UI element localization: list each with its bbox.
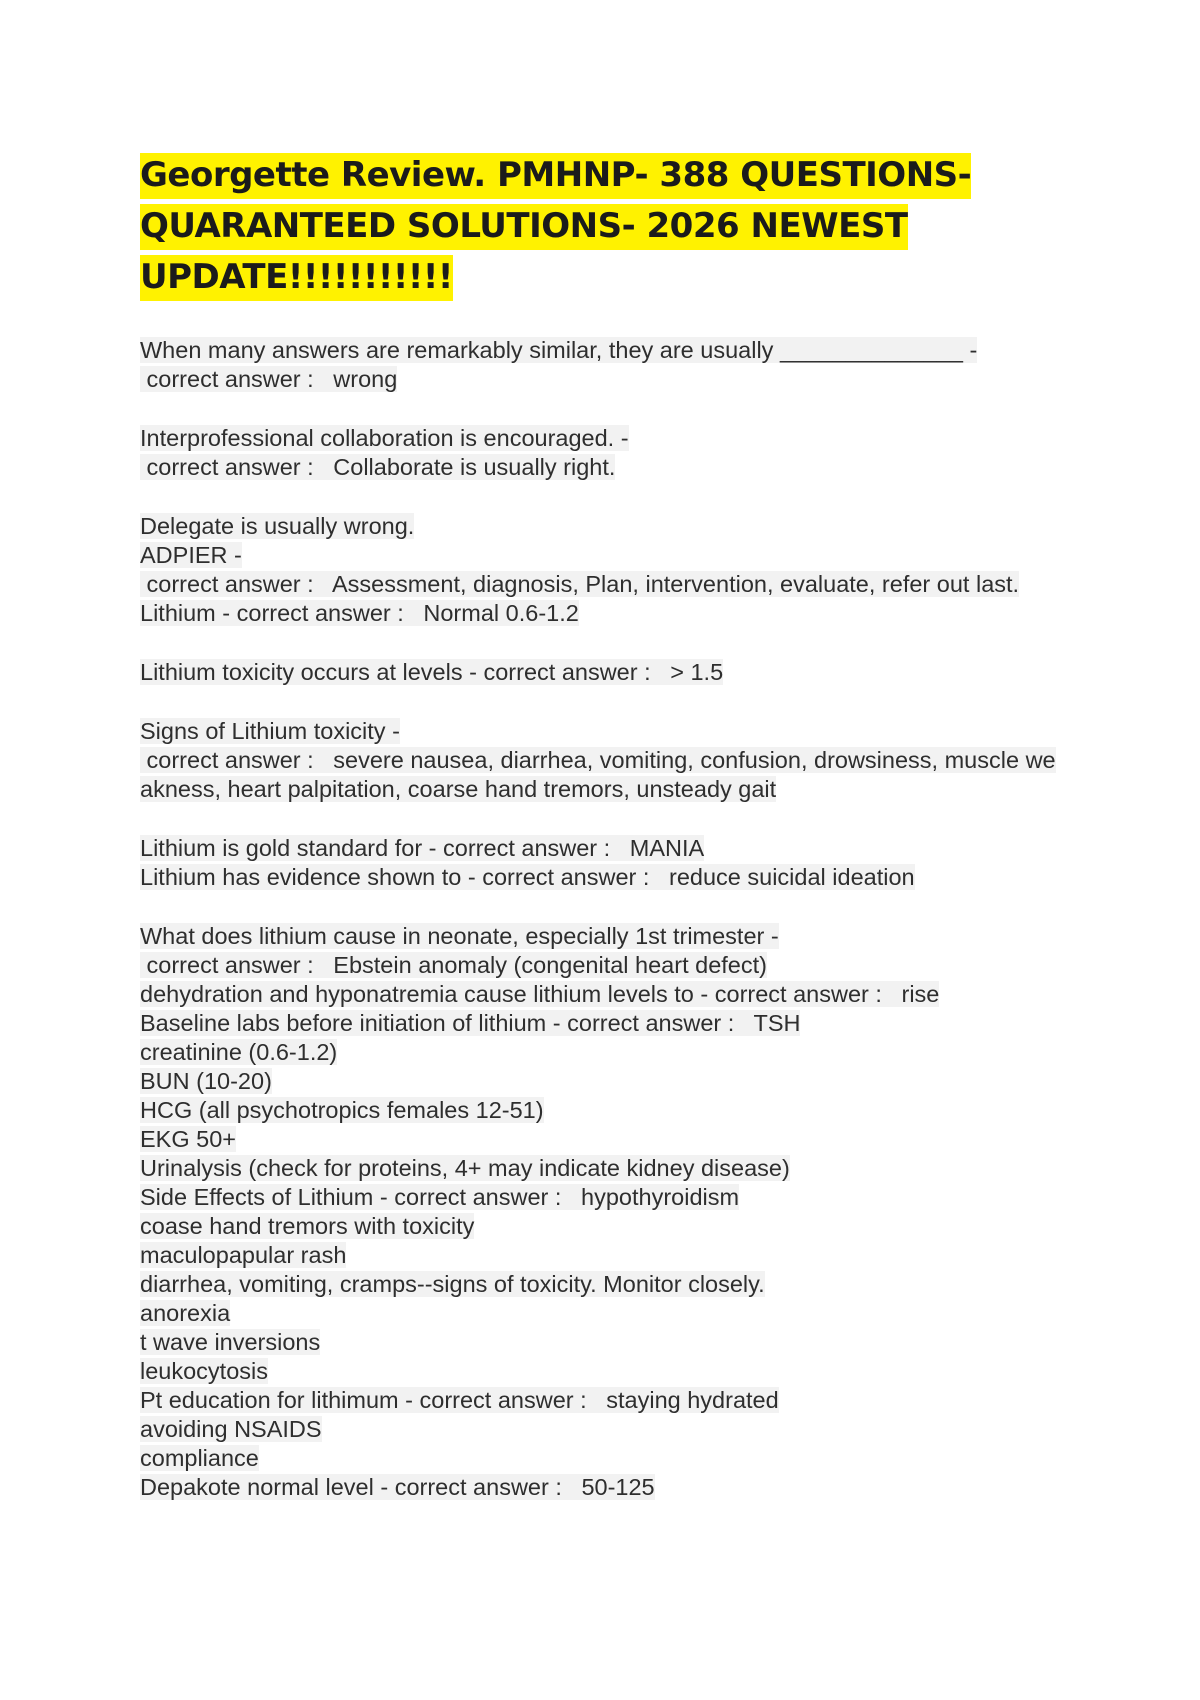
qa-block <box>140 717 1100 804</box>
text-line-content: BUN (10-20) <box>140 1068 272 1094</box>
text-line <box>140 658 1100 687</box>
text-line <box>140 863 1100 892</box>
block-gap <box>140 804 1100 834</box>
text-line-content: akness, heart palpitation, coarse hand tremors, unsteady gait <box>140 776 777 802</box>
text-line <box>140 1125 1100 1154</box>
text-line <box>140 453 1100 482</box>
qa-block <box>140 658 1100 687</box>
text-line-content: What does lithium cause in neonate, especially 1st trimester - <box>140 923 779 949</box>
text-line-content: correct answer : Assessment, diagnosis, Plan, intervention, evaluate, refer out last. <box>140 571 1020 597</box>
text-line <box>140 834 1100 863</box>
text-line-content: Depakote normal level - correct answer : 50-125 <box>140 1474 655 1500</box>
text-line-content: coase hand tremors with toxicity <box>140 1213 475 1239</box>
qa-block <box>140 424 1100 482</box>
text-line <box>140 951 1100 980</box>
text-line <box>140 512 1100 541</box>
text-line-content: compliance <box>140 1445 259 1471</box>
text-line <box>140 599 1100 628</box>
text-line-content: correct answer : Collaborate is usually right. <box>140 454 616 480</box>
text-line <box>140 746 1100 775</box>
title-line: QUARANTEED SOLUTIONS- 2026 NEWEST <box>140 204 908 250</box>
title-line: UPDATE!!!!!!!!!!! <box>140 255 453 301</box>
qa-block <box>140 834 1100 892</box>
text-line-content: ADPIER - <box>140 542 242 568</box>
text-line <box>140 1067 1100 1096</box>
text-line-content: Lithium is gold standard for - correct answer : MANIA <box>140 835 705 861</box>
text-line-content: correct answer : Ebstein anomaly (congenital heart defect) <box>140 952 767 978</box>
document-title <box>140 150 1040 303</box>
text-line-content: avoiding NSAIDS <box>140 1416 322 1442</box>
text-line-content: When many answers are remarkably similar, they are usually ______________ - <box>140 337 978 363</box>
text-line-content: leukocytosis <box>140 1358 268 1384</box>
text-line-content: Lithium - correct answer : Normal 0.6-1.2 <box>140 600 579 626</box>
text-line-content: Lithium toxicity occurs at levels - correct answer : > 1.5 <box>140 659 724 685</box>
text-line-content: maculopapular rash <box>140 1242 347 1268</box>
text-line-content: t wave inversions <box>140 1329 321 1355</box>
text-line-content: Side Effects of Lithium - correct answer : hypothyroidism <box>140 1184 740 1210</box>
text-line <box>140 1038 1100 1067</box>
text-line-content: Baseline labs before initiation of lithium - correct answer : TSH <box>140 1010 801 1036</box>
text-line-content: Signs of Lithium toxicity - <box>140 718 400 744</box>
text-line <box>140 922 1100 951</box>
text-line <box>140 1473 1100 1502</box>
text-line-content: creatinine (0.6-1.2) <box>140 1039 338 1065</box>
qa-block <box>140 922 1100 1502</box>
text-line-content: dehydration and hyponatremia cause lithium levels to - correct answer : rise <box>140 981 940 1007</box>
text-line-content: Urinalysis (check for proteins, 4+ may indicate kidney disease) <box>140 1155 790 1181</box>
text-line <box>140 1241 1100 1270</box>
block-gap <box>140 892 1100 922</box>
text-line <box>140 980 1100 1009</box>
text-line <box>140 424 1100 453</box>
text-line-content: Pt education for lithimum - correct answer : staying hydrated <box>140 1387 779 1413</box>
text-line <box>140 541 1100 570</box>
text-line-content: correct answer : severe nausea, diarrhea, vomiting, confusion, drowsiness, muscle we <box>140 747 1056 773</box>
qa-block <box>140 512 1100 628</box>
text-line-content: EKG 50+ <box>140 1126 237 1152</box>
text-line <box>140 1415 1100 1444</box>
text-line-content: Interprofessional collaboration is encouraged. - <box>140 425 629 451</box>
text-line <box>140 365 1100 394</box>
text-line <box>140 1009 1100 1038</box>
text-line-content: Delegate is usually wrong. <box>140 513 415 539</box>
text-line-content: HCG (all psychotropics females 12-51) <box>140 1097 544 1123</box>
text-line <box>140 1299 1100 1328</box>
text-line <box>140 1328 1100 1357</box>
text-line <box>140 1386 1100 1415</box>
text-line-content: diarrhea, vomiting, cramps--signs of toxicity. Monitor closely. <box>140 1271 765 1297</box>
text-line <box>140 775 1100 804</box>
text-line <box>140 1183 1100 1212</box>
question-answer-list <box>140 336 1100 1502</box>
text-line <box>140 336 1100 365</box>
text-line <box>140 1357 1100 1386</box>
block-gap <box>140 394 1100 424</box>
text-line <box>140 1270 1100 1299</box>
text-line-content: Lithium has evidence shown to - correct answer : reduce suicidal ideation <box>140 864 915 890</box>
text-line-content: anorexia <box>140 1300 231 1326</box>
block-gap <box>140 687 1100 717</box>
title-line: Georgette Review. PMHNP- 388 QUESTIONS- <box>140 153 971 199</box>
text-line <box>140 1444 1100 1473</box>
qa-block <box>140 336 1100 394</box>
block-gap <box>140 628 1100 658</box>
block-gap <box>140 482 1100 512</box>
text-line <box>140 717 1100 746</box>
text-line <box>140 1212 1100 1241</box>
text-line <box>140 570 1100 599</box>
text-line <box>140 1096 1100 1125</box>
text-line-content: correct answer : wrong <box>140 366 398 392</box>
text-line <box>140 1154 1100 1183</box>
